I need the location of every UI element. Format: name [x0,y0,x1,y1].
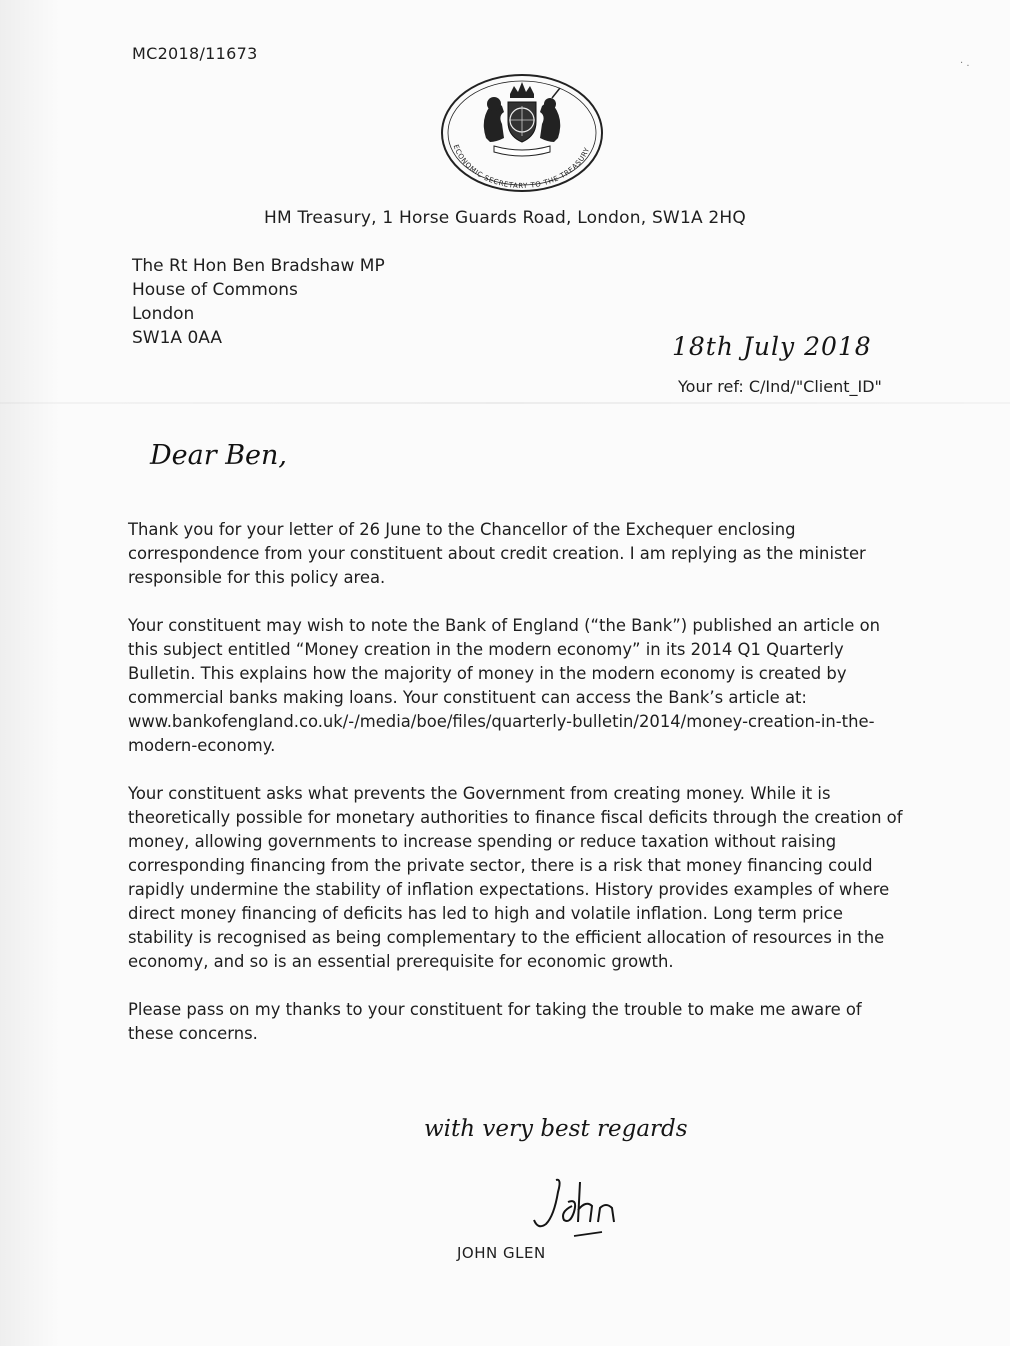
paragraph: Your constituent may wish to note the Bank of England (“the Bank”) published an article on this subject entitled “Money creation in the modern economy” in its 2014 Q1 Quarterly Bulletin. This explains how the majority of money in the modern economy is created by commercial banks making loans. Your constituent can access the Bank’s article at: www.bankofengland.co.uk/-/media/boe/files/quarterly-bulletin/2014/money-creation-in-the-modern-economy. [128,616,881,755]
recipient-address [132,254,385,350]
scan-specks: · . [960,58,970,69]
signer-name: JOHN GLEN [457,1244,546,1262]
paragraph: Please pass on my thanks to your constituent for taking the trouble to make me aware of these concerns. [128,1000,862,1043]
paper-fold [0,402,1010,404]
sender-address: HM Treasury, 1 Horse Guards Road, London, SW1A 2HQ [264,208,746,228]
signature-icon [528,1172,638,1242]
paragraph: Your constituent asks what prevents the Government from creating money. While it is theoretically possible for monetary authorities to finance fiscal deficits through the creation of money, allowing governments to increase spending or reduce taxation without raising corresponding financing from the private sector, there is a risk that money financing could rapidly undermine the stability of inflation expectations. History provides examples of where direct money financing of deficits has led to high and volatile inflation. Long term price stability is recognised as being complementary to the efficient allocation of resources in the economy, and so is an essential prerequisite for economic growth. [128,784,903,971]
salutation: Dear Ben, [150,440,288,471]
your-reference: Your ref: C/Ind/"Client_ID" [678,377,882,396]
handwritten-closing: with very best regards [424,1116,688,1142]
letter-body [128,518,908,1070]
recipient-line: SW1A 0AA [132,328,222,348]
paragraph: Thank you for your letter of 26 June to the Chancellor of the Exchequer enclosing correspondence from your constituent about credit creation. I am replying as the minister responsible for this policy area. [128,520,866,587]
paper-shadow [0,0,60,1346]
crest-text: ECONOMIC SECRETARY TO THE TREASURY [451,143,592,191]
recipient-line: The Rt Hon Ben Bradshaw MP [132,256,385,276]
recipient-line: House of Commons [132,280,298,300]
recipient-line: London [132,304,195,324]
reference-number: MC2018/11673 [132,44,258,63]
royal-crest-icon [438,72,606,194]
handwritten-date: 18th July 2018 [672,332,872,361]
